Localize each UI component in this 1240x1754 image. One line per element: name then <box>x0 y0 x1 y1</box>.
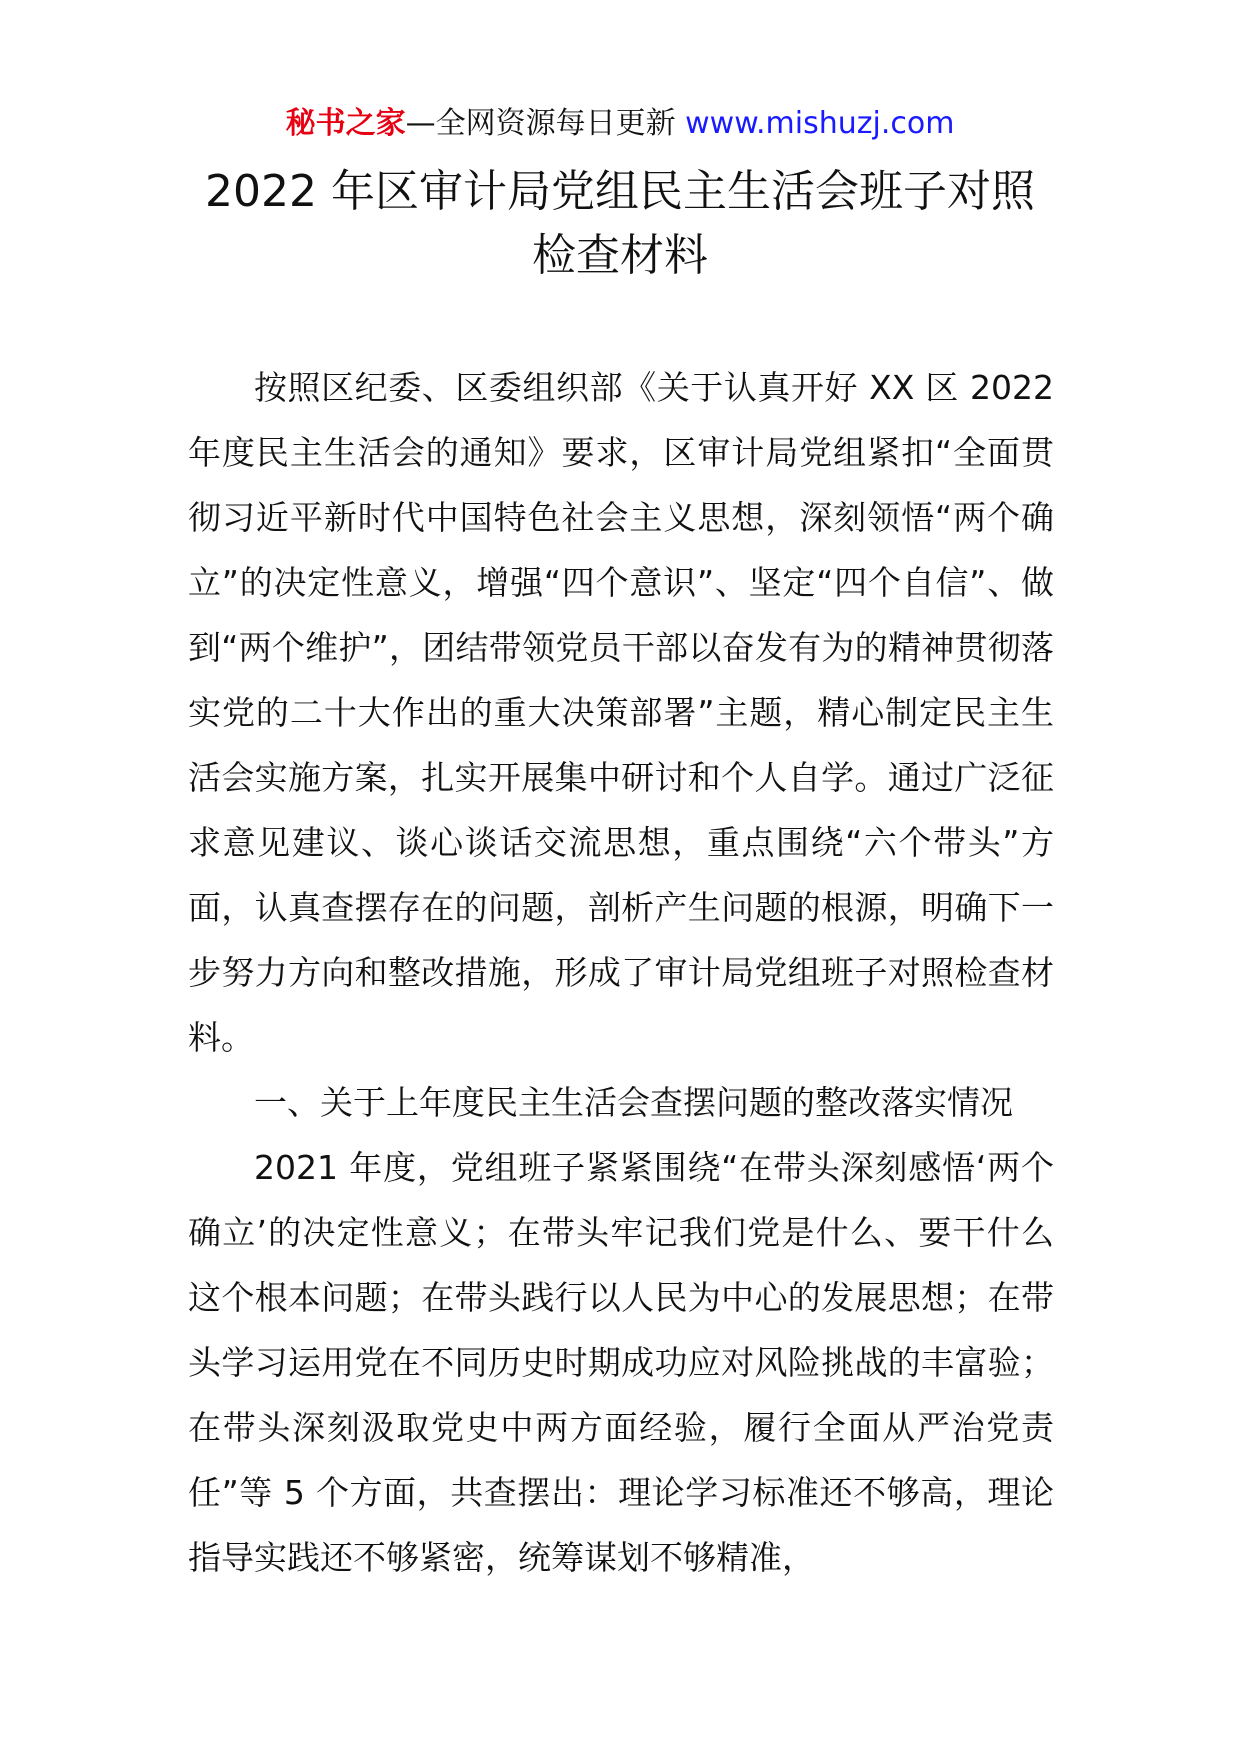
title-line-1: 2022 年区审计局党组民主生活会班子对照 <box>205 166 1035 217</box>
title-line-2: 检查材料 <box>532 230 708 281</box>
document-body <box>188 355 1054 1590</box>
paragraph-intro: 按照区纪委、区委组织部《关于认真开好 XX 区 2022 年度民主生活会的通知》要求，区审计局党组紧扣“全面贯彻习近平新时代中国特色社会主义思想，深刻领悟“两个确立”的决定性意义，增强“四个意识”、坚定“四个自信”、做到“两个维护”，团结带领党员干部以奋发有为的精神贯彻落实党的二十大作出的重大决策部署”主题，精心制定民主生活会实施方案，扎实开展集中研讨和个人自学。通过广泛征求意见建议、谈心谈话交流思想，重点围绕“六个带头”方面，认真查摆存在的问题，剖析产生问题的根源，明确下一步努力方向和整改措施，形成了审计局党组班子对照检查材料。 <box>188 368 1054 1057</box>
header-slogan: —全网资源每日更新 <box>405 106 686 141</box>
document-title <box>170 160 1070 288</box>
paragraph-2021-review: 2021 年度，党组班子紧紧围绕“在带头深刻感悟‘两个确立’的决定性意义；在带头牢记我们党是什么、要干什么这个根本问题；在带头践行以人民为中心的发展思想；在带头学习运用党在不同历史时期成功应对风险挑战的丰富验；在带头深刻汲取党史中两方面经验，履行全面从严治党责任”等 5 个方面，共查摆出：理论学习标准还不够高，理论指导实践还不够紧密，统筹谋划不够精准， <box>188 1148 1054 1577</box>
site-url-link[interactable]: www.mishuzj.com <box>685 106 955 141</box>
brand-name: 秘书之家 <box>285 106 406 141</box>
watermark-header <box>0 104 1240 144</box>
section-heading-1: 一、关于上年度民主生活会查摆问题的整改落实情况 <box>254 1083 1013 1122</box>
